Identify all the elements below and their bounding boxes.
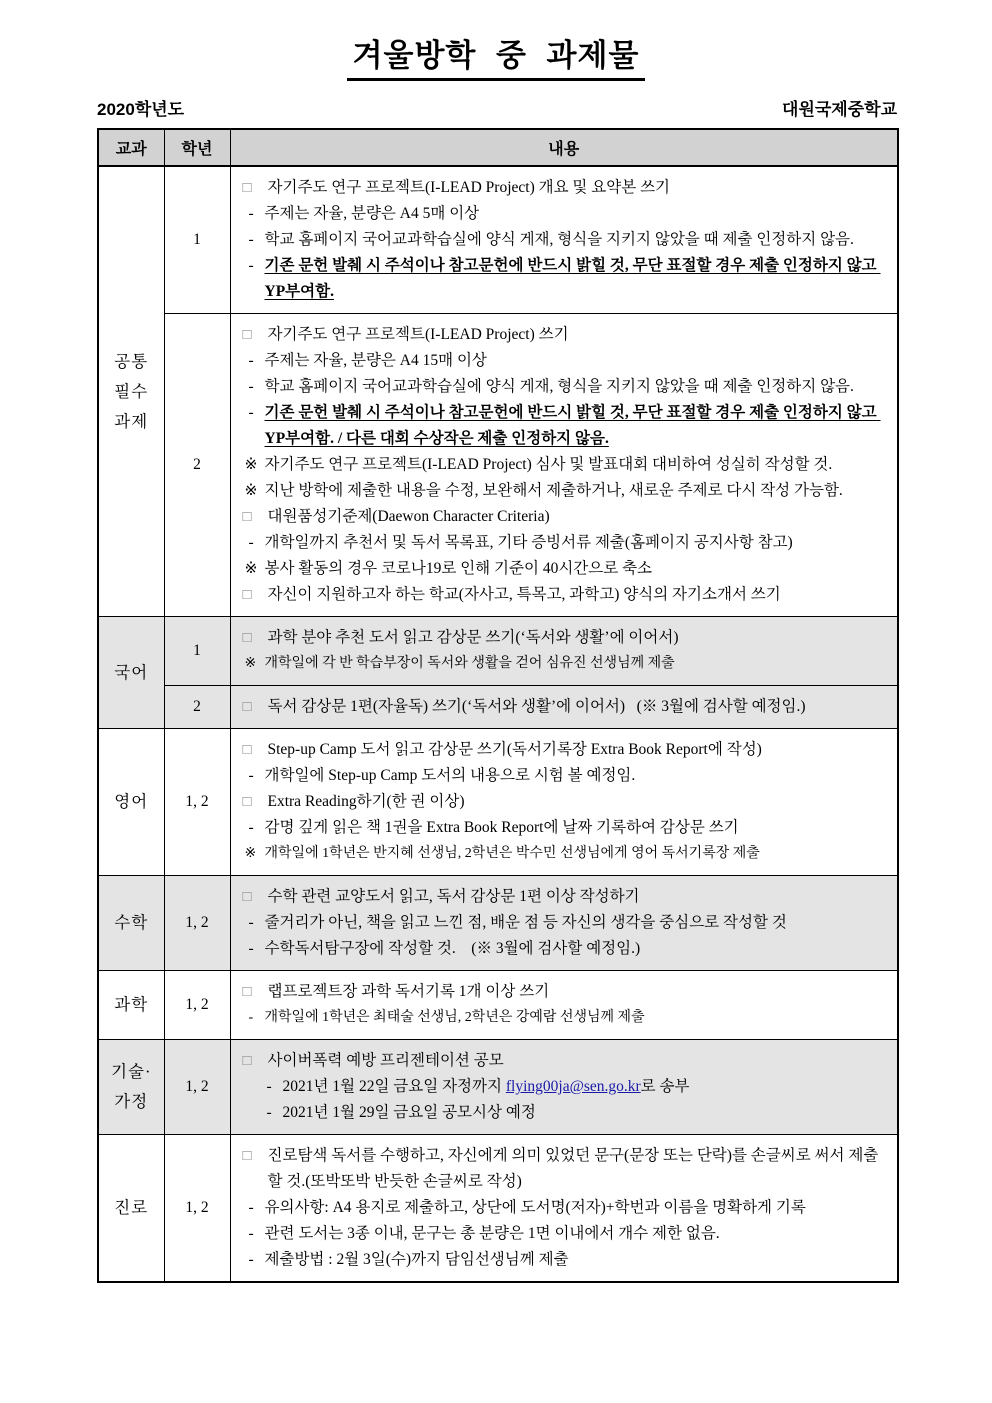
dash-bullet: - [248, 404, 254, 421]
text-segment: 개학일에 1학년은 반지혜 선생님, 2학년은 박수민 선생님에게 영어 독서기록장 제출 [264, 846, 760, 861]
content-item [239, 651, 890, 677]
text-segment: Step-up Camp 도서 읽고 감상문 쓰기(독서기록장 Extra Book Report에 작성) [267, 741, 762, 758]
content-cell-science-1 [230, 971, 898, 1040]
text-segment: 2021년 1월 22일 금요일 자정까지 [282, 1078, 506, 1095]
dash-bullet: - [248, 940, 254, 957]
section-row-english-1 [98, 729, 898, 876]
grade-cell-english-1: 1, 2 [164, 729, 230, 876]
checkbox-icon: □ [242, 742, 252, 758]
checkbox-icon: □ [242, 630, 252, 646]
content-cell-common-required-2 [230, 314, 898, 617]
item-text [265, 556, 890, 582]
checkbox-icon: □ [242, 509, 252, 525]
emphasized-warning-text: 기존 문헌 발췌 시 주석이나 참고문헌에 반드시 밝힐 것, 무단 표절할 경우 제출 인정하지 않고 YP부여함. / 다른 대회 수상작은 제출 인정하지 않음. [264, 404, 881, 447]
grade-cell-career-1: 1, 2 [164, 1135, 230, 1283]
subject-label: 가정 [114, 1092, 149, 1111]
content-item [239, 322, 890, 348]
text-segment: 진로탐색 독서를 수행하고, 자신에게 의미 있었던 문구(문장 또는 단락)를 손글씨로 써서 제출할 것.(또박또박 반듯한 손글씨로 작성) [267, 1147, 879, 1190]
grade-cell-korean-1: 1 [164, 617, 230, 686]
subject-label: 국어 [114, 662, 149, 682]
school-name-label: 대원국제중학교 [782, 100, 897, 119]
text-segment: 과학 분야 추천 도서 읽고 감상문 쓰기(‘독서와 생활’에 이어서) [267, 629, 679, 646]
email-link[interactable]: flying00ja@sen.go.kr [505, 1078, 641, 1095]
section-row-science-1 [98, 971, 898, 1040]
content-item [239, 1048, 890, 1074]
text-segment: 2021년 1월 29일 금요일 공모시상 예정 [282, 1104, 536, 1121]
item-text [268, 979, 890, 1005]
content-cell-korean-1 [230, 617, 898, 686]
item-text [265, 841, 890, 867]
content-cell-english-1 [230, 729, 898, 876]
content-item [239, 1100, 890, 1126]
checkbox-icon: □ [242, 889, 252, 905]
item-text [265, 227, 890, 253]
content-item [239, 841, 890, 867]
item-text [265, 478, 890, 504]
text-segment: 독서 감상문 1편(자율독) 쓰기(‘독서와 생활’에 이어서) (※ 3월에 검사할 예정임.) [267, 698, 806, 715]
item-text [265, 651, 890, 677]
item-text [265, 530, 890, 556]
item-text [268, 884, 890, 910]
item-text [265, 452, 890, 478]
content-item [239, 227, 890, 253]
dash-bullet: - [248, 1199, 254, 1216]
content-item [239, 737, 890, 763]
item-text [283, 1074, 890, 1100]
content-item [239, 1221, 890, 1247]
note-marker: ※ [244, 560, 258, 577]
content-item [239, 348, 890, 374]
dash-bullet: - [248, 205, 254, 222]
text-segment: Extra Reading하기(한 권 이상) [267, 793, 465, 810]
item-text [268, 582, 890, 608]
text-segment: 수학 관련 교양도서 읽고, 독서 감상문 1편 이상 작성하기 [267, 888, 640, 905]
text-segment: 자기주도 연구 프로젝트(I-LEAD Project) 심사 및 발표대회 대비하여 성실히 작성할 것. [264, 456, 833, 473]
content-item [239, 1247, 890, 1273]
content-item [239, 694, 890, 720]
item-text [265, 1221, 890, 1247]
checkbox-icon: □ [242, 587, 252, 603]
item-text [265, 1247, 890, 1273]
item-text [265, 815, 890, 841]
item-text [265, 1195, 890, 1221]
checkbox-icon: □ [242, 1148, 252, 1164]
text-segment: 줄거리가 아닌, 책을 읽고 느낀 점, 배운 점 등 자신의 생각을 중심으로 작성할 것 [264, 914, 787, 931]
note-marker: ※ [244, 482, 258, 499]
section-row-common-required-1 [98, 166, 898, 314]
checkbox-icon: □ [242, 984, 252, 1000]
section-row-tech-home-1 [98, 1040, 898, 1135]
subject-cell-korean [98, 617, 164, 729]
content-cell-korean-2 [230, 686, 898, 729]
content-cell-math-1 [230, 876, 898, 971]
item-text [268, 175, 890, 201]
dash-bullet: - [248, 257, 254, 274]
dash-bullet: - [248, 1225, 254, 1242]
text-segment: 지난 방학에 제출한 내용을 수정, 보완해서 제출하거나, 새로운 주제로 다시 작성 가능함. [264, 482, 843, 499]
dash-bullet: - [266, 1078, 272, 1095]
content-cell-career-1 [230, 1135, 898, 1283]
subject-cell-tech-home [98, 1040, 164, 1135]
item-text [268, 1143, 890, 1195]
section-row-math-1 [98, 876, 898, 971]
title-wrap [0, 30, 992, 81]
content-item [239, 1143, 890, 1195]
dash-bullet: - [248, 914, 254, 931]
text-segment: 제출방법 : 2월 3일(수)까지 담임선생님께 제출 [264, 1251, 569, 1268]
col-header-content: 내용 [230, 129, 898, 166]
item-text [268, 322, 890, 348]
text-segment: 자기주도 연구 프로젝트(I-LEAD Project) 쓰기 [267, 326, 569, 343]
content-item [239, 175, 890, 201]
checkbox-icon: □ [242, 1053, 252, 1069]
content-item [239, 1195, 890, 1221]
item-text [268, 504, 890, 530]
dash-bullet: - [248, 352, 254, 369]
school-year-label: 2020학년도 [97, 100, 185, 119]
subject-label: 공통 [114, 351, 149, 371]
content-item [239, 400, 890, 452]
grade-cell-tech-home-1: 1, 2 [164, 1040, 230, 1135]
content-item [239, 625, 890, 651]
item-text [268, 694, 890, 720]
text-segment: 대원품성기준제(Daewon Character Criteria) [267, 508, 550, 525]
subject-cell-math [98, 876, 164, 971]
checkbox-icon: □ [242, 180, 252, 196]
text-segment: 주제는 자율, 분량은 A4 15매 이상 [264, 352, 487, 369]
text-segment: 자기주도 연구 프로젝트(I-LEAD Project) 개요 및 요약본 쓰기 [267, 179, 671, 196]
content-item [239, 1005, 890, 1031]
subject-cell-science [98, 971, 164, 1040]
subject-cell-career [98, 1135, 164, 1283]
grade-cell-math-1: 1, 2 [164, 876, 230, 971]
dash-bullet: - [248, 534, 254, 551]
subject-cell-common-required [98, 166, 164, 617]
content-item [239, 452, 890, 478]
content-item [239, 504, 890, 530]
dash-bullet: - [248, 1010, 254, 1025]
subject-label: 진로 [114, 1198, 149, 1217]
content-item [239, 582, 890, 608]
text-segment: 주제는 자율, 분량은 A4 5매 이상 [264, 205, 480, 222]
item-text [268, 737, 890, 763]
subject-label: 필수 [114, 381, 149, 401]
subject-cell-english [98, 729, 164, 876]
checkbox-icon: □ [242, 699, 252, 715]
item-text [268, 789, 890, 815]
text-segment: 관련 도서는 3종 이내, 문구는 총 분량은 1면 이내에서 개수 제한 없음. [264, 1225, 720, 1242]
item-text [265, 400, 890, 452]
col-header-grade: 학년 [164, 129, 230, 166]
content-item [239, 478, 890, 504]
note-marker: ※ [244, 656, 257, 671]
content-item [239, 815, 890, 841]
content-cell-tech-home-1 [230, 1040, 898, 1135]
subject-label: 영어 [114, 792, 149, 811]
text-segment: 사이버폭력 예방 프리젠테이션 공모 [267, 1052, 504, 1069]
table-header-row [98, 129, 898, 166]
content-item [239, 789, 890, 815]
item-text [265, 348, 890, 374]
text-segment: 개학일까지 추천서 및 독서 목록표, 기타 증빙서류 제출(홈페이지 공지사항 참고) [264, 534, 793, 551]
item-text [265, 253, 890, 305]
text-segment: 개학일에 Step-up Camp 도서의 내용으로 시험 볼 예정임. [264, 767, 636, 784]
item-text [283, 1100, 890, 1126]
text-segment: 유의사항: A4 용지로 제출하고, 상단에 도서명(저자)+학번과 이름을 명확하게 기록 [264, 1199, 806, 1216]
content-item [239, 763, 890, 789]
note-marker: ※ [244, 846, 257, 861]
subject-label: 과제 [114, 411, 149, 431]
checkbox-icon: □ [242, 327, 252, 343]
grade-cell-korean-2: 2 [164, 686, 230, 729]
item-text [265, 910, 890, 936]
section-row-career-1 [98, 1135, 898, 1283]
content-item [239, 253, 890, 305]
grade-cell-common-required-1: 1 [164, 166, 230, 314]
dash-bullet: - [248, 231, 254, 248]
dash-bullet: - [248, 767, 254, 784]
grade-cell-common-required-2: 2 [164, 314, 230, 617]
subject-label: 수학 [114, 913, 149, 932]
text-segment: 랩프로젝트장 과학 독서기록 1개 이상 쓰기 [267, 983, 550, 1000]
text-segment: 개학일에 각 반 학습부장이 독서와 생활을 걷어 심유진 선생님께 제출 [264, 656, 675, 671]
item-text [268, 625, 890, 651]
item-text [265, 763, 890, 789]
section-row-common-required-2 [98, 314, 898, 617]
item-text [265, 201, 890, 227]
item-text [265, 936, 890, 962]
content-item [239, 556, 890, 582]
text-segment: 봉사 활동의 경우 코로나19로 인해 기준이 40시간으로 축소 [264, 560, 653, 577]
content-item [239, 884, 890, 910]
content-item [239, 201, 890, 227]
content-item [239, 910, 890, 936]
text-segment: 로 송부 [640, 1078, 690, 1095]
text-segment: 학교 홈페이지 국어교과학습실에 양식 게재, 형식을 지키지 않았을 때 제출 인정하지 않음. [264, 378, 854, 395]
subheader [97, 95, 897, 120]
subject-label: 기술· [111, 1062, 152, 1081]
dash-bullet: - [266, 1104, 272, 1121]
subject-label: 과학 [114, 995, 149, 1014]
item-text [268, 1048, 890, 1074]
text-segment: 학교 홈페이지 국어교과학습실에 양식 게재, 형식을 지키지 않았을 때 제출 인정하지 않음. [264, 231, 854, 248]
note-marker: ※ [244, 456, 258, 473]
section-row-korean-2 [98, 686, 898, 729]
content-item [239, 936, 890, 962]
section-row-korean-1 [98, 617, 898, 686]
emphasized-warning-text: 기존 문헌 발췌 시 주석이나 참고문헌에 반드시 밝힐 것, 무단 표절할 경우 제출 인정하지 않고 YP부여함. [264, 257, 881, 300]
dash-bullet: - [248, 378, 254, 395]
grade-cell-science-1: 1, 2 [164, 971, 230, 1040]
content-item [239, 979, 890, 1005]
content-item [239, 1074, 890, 1100]
text-segment: 자신이 지원하고자 하는 학교(자사고, 특목고, 과학고) 양식의 자기소개서 쓰기 [267, 586, 781, 603]
text-segment: 감명 깊게 읽은 책 1권을 Extra Book Report에 날짜 기록하여 감상문 쓰기 [264, 819, 739, 836]
content-cell-common-required-1 [230, 166, 898, 314]
content-item [239, 374, 890, 400]
text-segment: 개학일에 1학년은 최태술 선생님, 2학년은 강예람 선생님께 제출 [264, 1010, 645, 1025]
checkbox-icon: □ [242, 794, 252, 810]
content-item [239, 530, 890, 556]
text-segment: 수학독서탐구장에 작성할 것. (※ 3월에 검사할 예정임.) [264, 940, 641, 957]
col-header-subject: 교과 [98, 129, 164, 166]
dash-bullet: - [248, 819, 254, 836]
page-title: 겨울방학 중 과제물 [347, 30, 646, 81]
dash-bullet: - [248, 1251, 254, 1268]
item-text [265, 1005, 890, 1031]
item-text [265, 374, 890, 400]
homework-table [97, 128, 899, 1283]
